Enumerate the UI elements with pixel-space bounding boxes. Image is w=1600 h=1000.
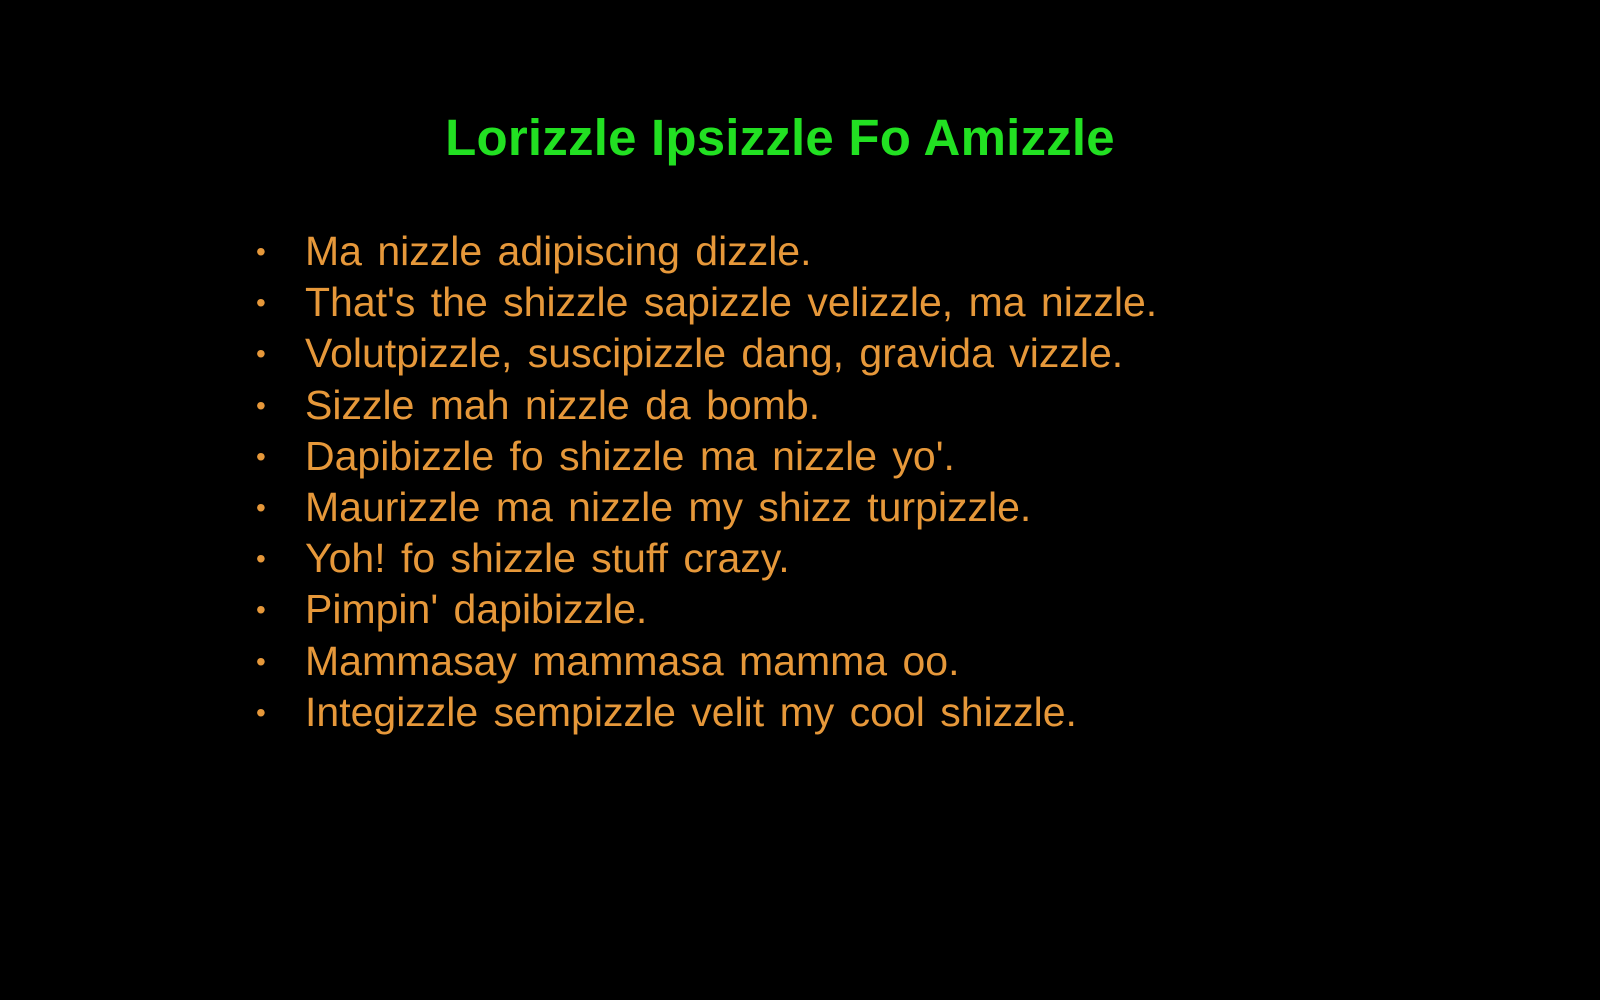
bullet-text: Dapibizzle fo shizzle ma nizzle yo'. [305, 432, 955, 479]
bullet-dot-icon: • [256, 543, 266, 575]
bullet-text: Ma nizzle adipiscing dizzle. [305, 228, 812, 274]
bullet-dot-icon: • [256, 696, 266, 728]
bullet-text: Sizzle mah nizzle da bomb. [305, 381, 821, 428]
bullet-dot-icon: • [256, 594, 266, 626]
bullet-text: Pimpin' dapibizzle. [305, 586, 648, 633]
bullet-text: Volutpizzle, suscipizzle dang, gravida vizzle. [305, 330, 1124, 377]
bullet-text: That's the shizzle sapizzle velizzle, ma nizzle. [305, 279, 1158, 326]
bullet-text: Mammasay mammasa mamma oo. [305, 637, 960, 684]
bullet-dot-icon: • [256, 491, 266, 523]
bullet-dot-icon: • [256, 389, 266, 421]
bullet-dot-icon: • [256, 338, 266, 370]
bullet-dot-icon: • [256, 287, 266, 319]
bullet-dot-icon: • [256, 645, 266, 677]
bullet-text: Integizzle sempizzle velit my cool shizzle. [305, 688, 1077, 735]
bullet-dot-icon: • [256, 440, 266, 472]
bullet-text: Maurizzle ma nizzle my shizz turpizzle. [305, 483, 1032, 530]
bullet-text: Yoh! fo shizzle stuff crazy. [305, 535, 790, 582]
bullet-dot-icon: • [256, 236, 266, 267]
slide-title: Lorizzle Ipsizzle Fo Amizzle [445, 109, 1115, 166]
